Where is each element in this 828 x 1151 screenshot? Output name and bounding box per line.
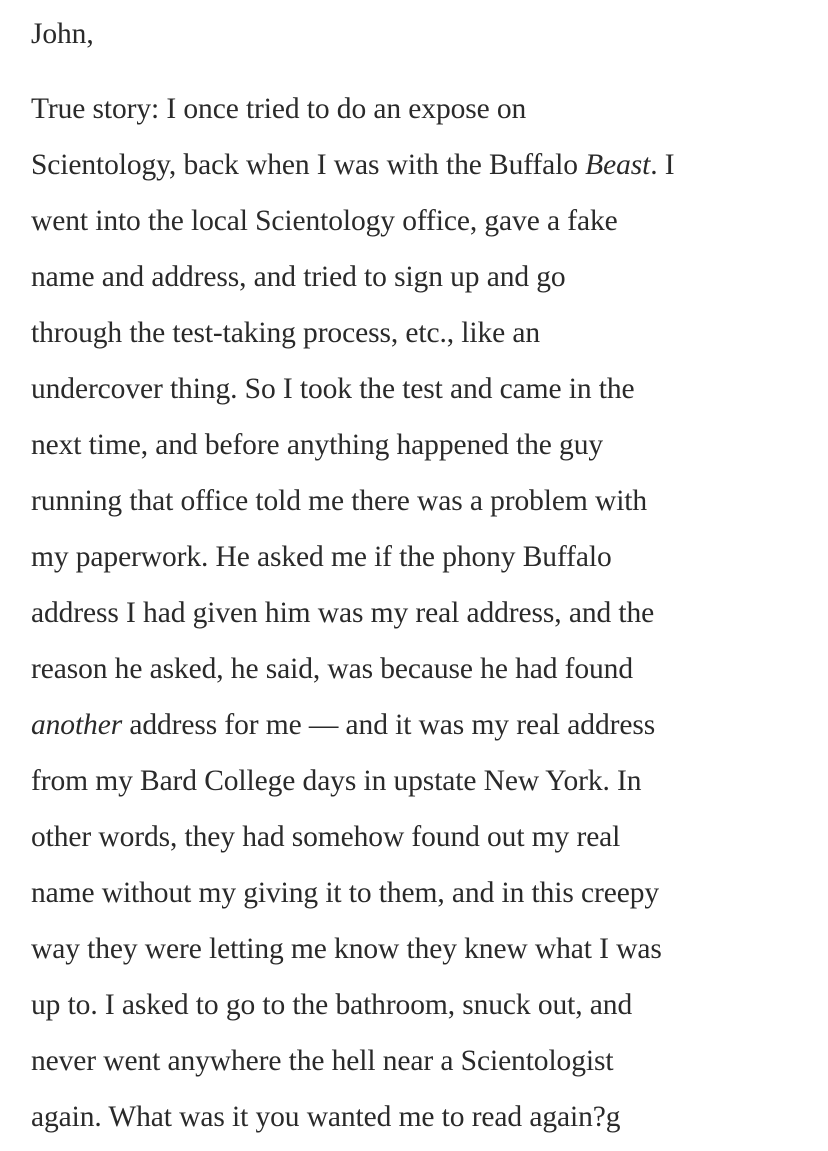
letter-text: from my Bard College days in upstate New York. In: [31, 765, 642, 797]
letter-line: [31, 865, 821, 921]
letter-text: . I: [650, 149, 675, 181]
letter-line: [31, 1089, 821, 1145]
letter-line: [31, 697, 821, 753]
letter-text: undercover thing. So I took the test and came in the: [31, 373, 635, 405]
letter-line: [31, 305, 821, 361]
letter-line: [31, 249, 821, 305]
letter-text: Scientology, back when I was with the Buffalo: [31, 149, 586, 181]
letter-line: [31, 809, 821, 865]
salutation: John,: [31, 18, 94, 50]
letter-line: [31, 473, 821, 529]
letter-text: next time, and before anything happened the guy: [31, 429, 604, 461]
letter-text: way they were letting me know they knew what I was: [31, 933, 662, 965]
letter-line: [31, 753, 821, 809]
letter-text: up to. I asked to go to the bathroom, snuck out, and: [31, 989, 633, 1021]
letter-line: [31, 921, 821, 977]
letter-text: went into the local Scientology office, gave a fake: [31, 205, 618, 237]
letter-text: never went anywhere the hell near a Scientologist: [31, 1045, 614, 1077]
emphasized-text: another: [31, 709, 123, 741]
letter-line: [31, 81, 821, 137]
letter-line: [31, 417, 821, 473]
letter-text: reason he asked, he said, was because he had found: [31, 653, 633, 685]
letter-line: [31, 641, 821, 697]
letter-text: again. What was it you wanted me to read again?g: [31, 1101, 621, 1133]
letter-body: [31, 81, 821, 1145]
letter-text: through the test-taking process, etc., like an: [31, 317, 541, 349]
letter-line: [31, 361, 821, 417]
letter-text: running that office told me there was a problem with: [31, 485, 648, 517]
letter-text: name without my giving it to them, and in this creepy: [31, 877, 660, 909]
letter-line: [31, 1033, 821, 1089]
letter-text: my paperwork. He asked me if the phony Buffalo: [31, 541, 612, 573]
letter-text: other words, they had somehow found out my real: [31, 821, 621, 853]
letter-line: [31, 977, 821, 1033]
emphasized-text: Beast: [585, 149, 651, 181]
letter-line: [31, 529, 821, 585]
letter-line: [31, 137, 821, 193]
letter-text: True story: I once tried to do an expose on: [31, 93, 527, 125]
letter-text: name and address, and tried to sign up and go: [31, 261, 566, 293]
letter-text: address I had given him was my real address, and the: [31, 597, 655, 629]
letter-line: [31, 585, 821, 641]
letter-text: address for me — and it was my real address: [122, 709, 656, 741]
letter-line: [31, 193, 821, 249]
